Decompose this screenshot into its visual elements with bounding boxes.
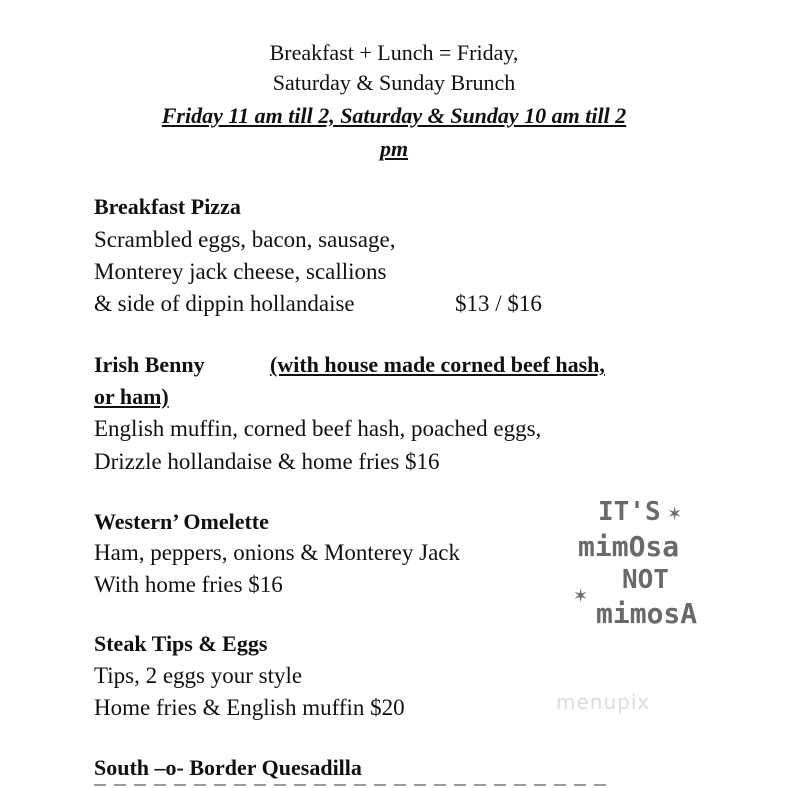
item-name-breakfast-pizza: Breakfast Pizza <box>94 194 241 219</box>
header-line-1: Breakfast + Lunch = Friday, <box>269 40 519 65</box>
item-desc-line: With home fries $16 <box>94 572 283 597</box>
item-desc-line: Drizzle hollandaise & home fries $16 <box>94 449 440 474</box>
item-name-western-omelette: Western’ Omelette <box>94 509 269 534</box>
stamp-line-3: NOT <box>622 565 669 595</box>
stamp-line-2: mimOsa <box>578 530 680 563</box>
item-desc-line: Monterey jack cheese, scallions <box>94 259 387 284</box>
item-desc-line: Ham, peppers, onions & Monterey Jack <box>94 540 461 565</box>
star-icon: ✶ <box>668 501 682 526</box>
hours-line-2: pm <box>379 136 409 161</box>
item-price: $13 / $16 <box>455 291 542 316</box>
item-desc-line: Tips, 2 eggs your style <box>94 663 303 688</box>
item-note-line-2: or ham) <box>94 384 169 409</box>
stamp-line-4: mimosA <box>596 597 698 630</box>
item-desc-line: Scrambled eggs, bacon, sausage, <box>94 227 396 252</box>
menupix-watermark: menupix <box>556 690 651 714</box>
item-name-steak-tips: Steak Tips & Eggs <box>94 631 268 656</box>
item-desc-line: Home fries & English muffin $20 <box>94 695 405 720</box>
star-icon: ✶ <box>574 583 588 608</box>
mimosa-stamp <box>572 497 742 642</box>
item-desc-line: & side of dippin hollandaise <box>94 291 355 316</box>
item-note-line-1: (with house made corned beef hash, <box>270 352 605 377</box>
hours-line-1: Friday 11 am till 2, Saturday & Sunday 10 am till 2 <box>161 103 627 128</box>
stamp-line-1: IT'S <box>598 497 661 527</box>
cut-off-text-line <box>94 780 614 788</box>
item-name-quesadilla: South –o- Border Quesadilla <box>94 755 362 780</box>
header-line-2: Saturday & Sunday Brunch <box>272 70 516 95</box>
item-name-irish-benny: Irish Benny <box>94 352 205 377</box>
item-desc-line: English muffin, corned beef hash, poached eggs, <box>94 416 542 441</box>
